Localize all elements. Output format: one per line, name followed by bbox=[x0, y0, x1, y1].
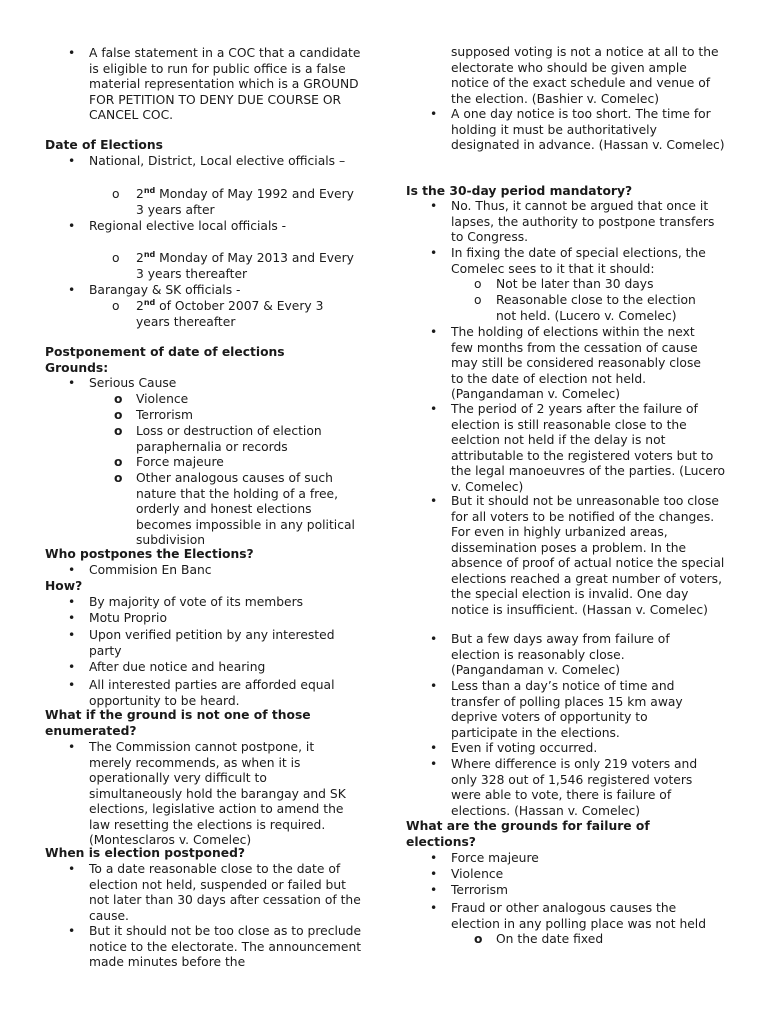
ground-item: o Terrorism bbox=[114, 408, 193, 422]
mandatory-heading: Is the 30-day period mandatory? bbox=[406, 184, 633, 198]
mandatory-item: • No. Thus, it cannot be argued that once it lapses, the authority to postpone transfers to Congress. bbox=[430, 199, 715, 244]
how-item: • After due notice and hearing bbox=[68, 660, 266, 674]
serious-cause-item: • Serious Cause bbox=[68, 376, 177, 390]
regional-sub-item: o 2nd Monday of May 2013 and Every 3 years thereafter bbox=[112, 249, 354, 281]
failure-heading: What are the grounds for failure of elections? bbox=[406, 819, 650, 849]
failure-item: • Terrorism bbox=[430, 883, 508, 897]
what-if-heading: What if the ground is not one of those enumerated? bbox=[45, 708, 311, 738]
failure-item: • Force majeure bbox=[430, 851, 539, 865]
mandatory-item: • Less than a day’s notice of time and transfer of polling places 15 km away deprive voters of opportunity to participate in the elections. bbox=[430, 679, 683, 740]
bullet-marker: • bbox=[68, 46, 76, 60]
mandatory-sub-item: o Not be later than 30 days bbox=[474, 277, 654, 291]
mandatory-item: • But it should not be unreasonable too close for all voters to be notified of the changes. For even in highly urbanized areas, dissemination poses a problem. In the absence of proof of actual notice the special elections reached a great number of voters, the special election is invalid. One day notice is insufficient. (Hassan v. Comelec) bbox=[430, 494, 725, 617]
how-item: • All interested parties are afforded equal opportunity to be heard. bbox=[68, 678, 335, 708]
when-postponed-heading: When is election postponed? bbox=[45, 846, 245, 860]
how-heading: How? bbox=[45, 579, 83, 593]
mandatory-sub-item: o Reasonable close to the election not held. (Lucero v. Comelec) bbox=[474, 293, 696, 323]
when-item: • To a date reasonable close to the date of election not held, suspended or failed but not later than 30 days after cessation of the cause. bbox=[68, 862, 361, 923]
ground-item: o Other analogous causes of such nature that the holding of a free, orderly and honest elections becomes impossible in any political subdivision bbox=[114, 471, 355, 547]
mandatory-item: • Where difference is only 219 voters and only 328 out of 1,546 registered voters were able to vote, there is failure of elections. (Hassan v. Comelec) bbox=[430, 757, 698, 818]
mandatory-item: • The holding of elections within the next few months from the cessation of cause may still be considered reasonably close to the date of election not held. (Pangandaman v. Comelec) bbox=[430, 325, 701, 401]
continued-text: supposed voting is not a notice at all to the electorate who should be given ample notice of the exact schedule and venue of the election. (Bashier v. Comelec) bbox=[451, 45, 719, 106]
barangay-sub-item: o 2nd of October 2007 & Every 3 years thereafter bbox=[112, 297, 324, 329]
who-item: • Commision En Banc bbox=[68, 563, 212, 577]
how-item: • Upon verified petition by any interested party bbox=[68, 628, 335, 658]
failure-sub-item: o On the date fixed bbox=[474, 932, 604, 946]
ground-item: o Force majeure bbox=[114, 455, 224, 469]
mandatory-item: • In fixing the date of special elections, the Comelec sees to it that it should: bbox=[430, 246, 706, 276]
regional-item: • Regional elective local officials - bbox=[68, 219, 287, 233]
mandatory-item: • Even if voting occurred. bbox=[430, 741, 598, 755]
national-sub-item: o 2nd Monday of May 1992 and Every 3 years after bbox=[112, 185, 354, 217]
mandatory-item: • The period of 2 years after the failure of election is still reasonable close to the eelction not held if the delay is not attributable to the registered voters but to the legal manoeuvres of the parties. (Lucero v. Comelec) bbox=[430, 402, 726, 494]
national-item: • National, District, Local elective officials – bbox=[68, 154, 346, 168]
failure-item: • Fraud or other analogous causes the election in any polling place was not held bbox=[430, 901, 707, 931]
barangay-item: • Barangay & SK officials - bbox=[68, 283, 241, 297]
ground-item: o Violence bbox=[114, 392, 189, 406]
failure-item: • Violence bbox=[430, 867, 504, 881]
grounds-heading: Grounds: bbox=[45, 361, 109, 375]
postponement-heading: Postponement of date of elections bbox=[45, 345, 285, 359]
what-if-item: • The Commission cannot postpone, it merely recommends, as when it is operationally very difficult to simultaneously hold the barangay and SK elections, legislative action to amend the law resetting the elections is required. (Montesclaros v. Comelec) bbox=[68, 740, 346, 847]
mandatory-item: • But a few days away from failure of election is reasonably close. (Pangandaman v. Comelec) bbox=[430, 632, 670, 677]
who-postpones-heading: Who postpones the Elections? bbox=[45, 547, 254, 561]
when-item: • But it should not be too close as to preclude notice to the electorate. The announcement made minutes before the bbox=[68, 924, 362, 969]
coc-item: • A false statement in a COC that a candidate is eligible to run for public office is a false material representation which is a GROUND FOR PETITION TO DENY DUE COURSE OR CANCEL COC. bbox=[68, 46, 361, 122]
ground-item: o Loss or destruction of election paraphernalia or records bbox=[114, 424, 322, 454]
how-item: • By majority of vote of its members bbox=[68, 595, 304, 609]
date-of-elections-heading: Date of Elections bbox=[45, 138, 163, 152]
one-day-item: • A one day notice is too short. The time for holding it must be authoritatively designated in advance. (Hassan v. Comelec) bbox=[430, 107, 725, 152]
how-item: • Motu Proprio bbox=[68, 611, 167, 625]
